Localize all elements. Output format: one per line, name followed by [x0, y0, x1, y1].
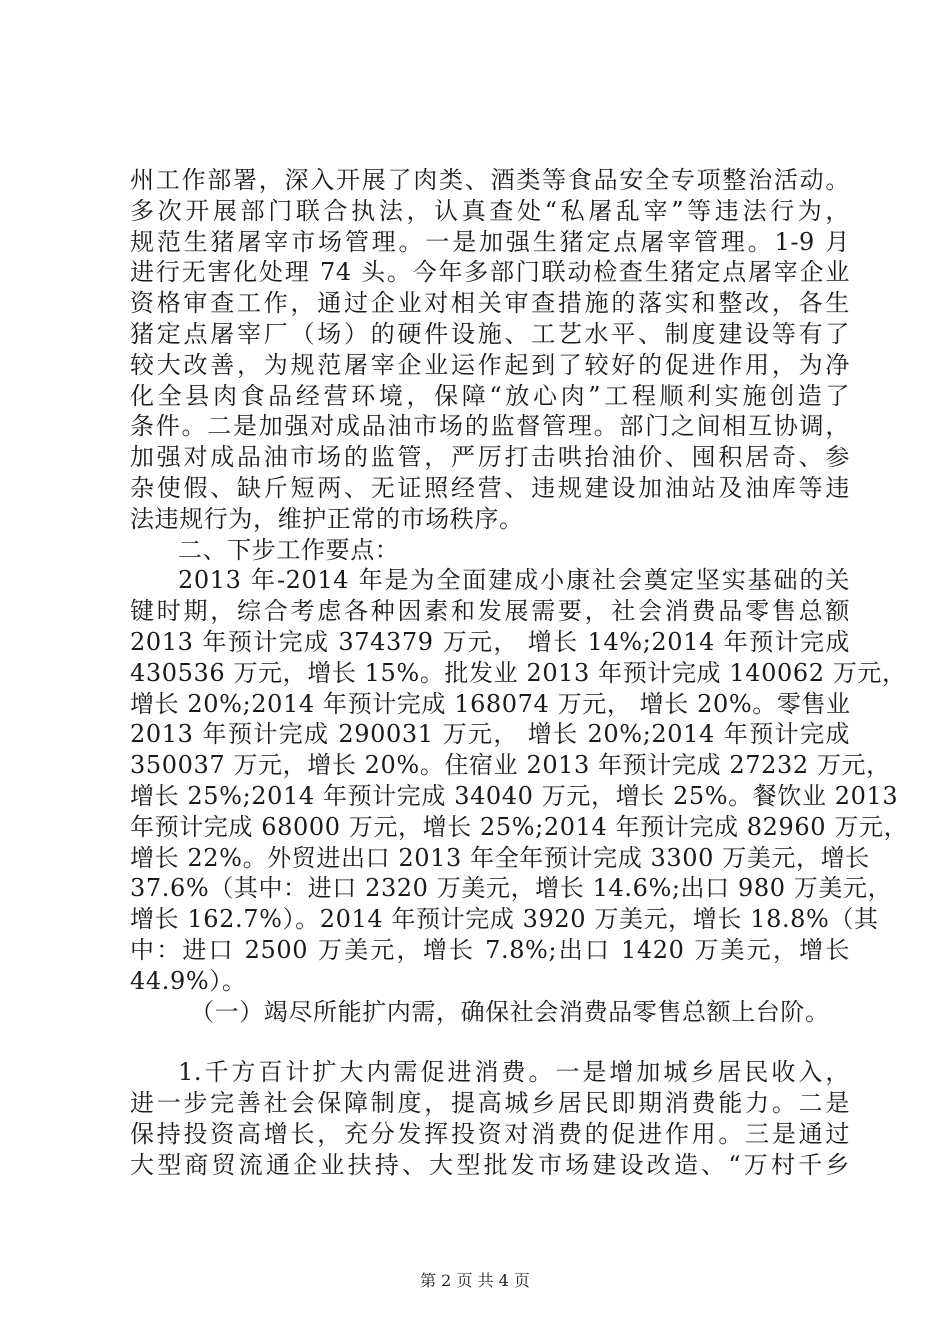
- text-line: 44.9%）。: [130, 966, 247, 995]
- subsection-heading: （一）竭尽所能扩内需，确保社会消费品零售总额上台阶。: [190, 997, 830, 1026]
- text-line: 条件。二是加强对成品油市场的监督管理。部门之间相互协调，: [130, 412, 850, 441]
- section-heading: 二、下步工作要点：: [178, 535, 400, 564]
- text-line: 规范生猪屠宰市场管理。一是加强生猪定点屠宰管理。1-9 月: [130, 227, 850, 256]
- text-line: 年预计完成 68000 万元，增长 25%;2014 年预计完成 82960 万元，: [130, 812, 909, 841]
- text-line: 较大改善，为规范屠宰企业运作起到了较好的促进作用，为净: [130, 350, 850, 379]
- paragraph-spacer: [130, 1027, 850, 1057]
- text-line: 大型商贸流通企业扶持、大型批发市场建设改造、“万村千乡: [130, 1150, 850, 1179]
- text-line: 1.千方百计扩大内需促进消费。一是增加城乡居民收入，: [178, 1058, 850, 1087]
- text-line: 进行无害化处理 74 头。今年多部门联动检查生猪定点屠宰企业: [130, 258, 850, 287]
- text-line: 350037 万元，增长 20%。住宿业 2013 年预计完成 27232 万元，: [130, 751, 891, 780]
- text-line: 增长 20%;2014 年预计完成 168074 万元， 增长 20%。零售业: [130, 689, 851, 718]
- text-line: 杂使假、缺斤短两、无证照经营、违规建设加油站及油库等违: [130, 473, 850, 502]
- text-line: 进一步完善社会保障制度，提高城乡居民即期消费能力。二是: [130, 1089, 850, 1118]
- text-line: 猪定点屠宰厂（场）的硬件设施、工艺水平、制度建设等有了: [130, 319, 850, 348]
- text-line: 增长 25%;2014 年预计完成 34040 万元，增长 25%。餐饮业 2013: [130, 781, 899, 810]
- text-line: 2013 年预计完成 290031 万元， 增长 20%;2014 年预计完成: [130, 720, 850, 749]
- text-line: 法违规行为，维护正常的市场秩序。: [130, 504, 524, 533]
- text-line: 键时期，综合考虑各种因素和发展需要，社会消费品零售总额: [130, 597, 850, 626]
- text-line: 增长 22%。外贸进出口 2013 年全年预计完成 3300 万美元，增长: [130, 843, 870, 872]
- text-line: 37.6%（其中：进口 2320 万美元，增长 14.6%;出口 980 万美元，: [130, 874, 893, 903]
- text-line: 保持投资高增长，充分发挥投资对消费的促进作用。三是通过: [130, 1119, 850, 1148]
- text-line: 多次开展部门联合执法，认真查处“私屠乱宰”等违法行为，: [130, 196, 850, 225]
- document-body: [130, 165, 909, 1181]
- text-line: 2013 年-2014 年是为全面建成小康社会奠定坚实基础的关: [178, 566, 850, 595]
- text-line: 增长 162.7%）。2014 年预计完成 3920 万美元，增长 18.8%（其: [130, 905, 879, 934]
- text-line: 加强对成品油市场的监管，严厉打击哄抬油价、囤积居奇、参: [130, 443, 850, 472]
- text-line: 430536 万元，增长 15%。批发业 2013 年预计完成 140062 万元，: [130, 658, 907, 687]
- page-number-footer: 第 2 页 共 4 页: [420, 1271, 530, 1290]
- text-line: 资格审查工作，通过企业对相关审查措施的落实和整改，各生: [130, 289, 850, 318]
- text-line: 中：进口 2500 万美元，增长 7.8%;出口 1420 万美元，增长: [130, 935, 850, 964]
- text-line: 2013 年预计完成 374379 万元， 增长 14%;2014 年预计完成: [130, 627, 850, 656]
- text-line: 化全县肉食品经营环境，保障“放心肉”工程顺利实施创造了: [130, 381, 850, 410]
- text-line: 州工作部署，深入开展了肉类、酒类等食品安全专项整治活动。: [130, 166, 850, 194]
